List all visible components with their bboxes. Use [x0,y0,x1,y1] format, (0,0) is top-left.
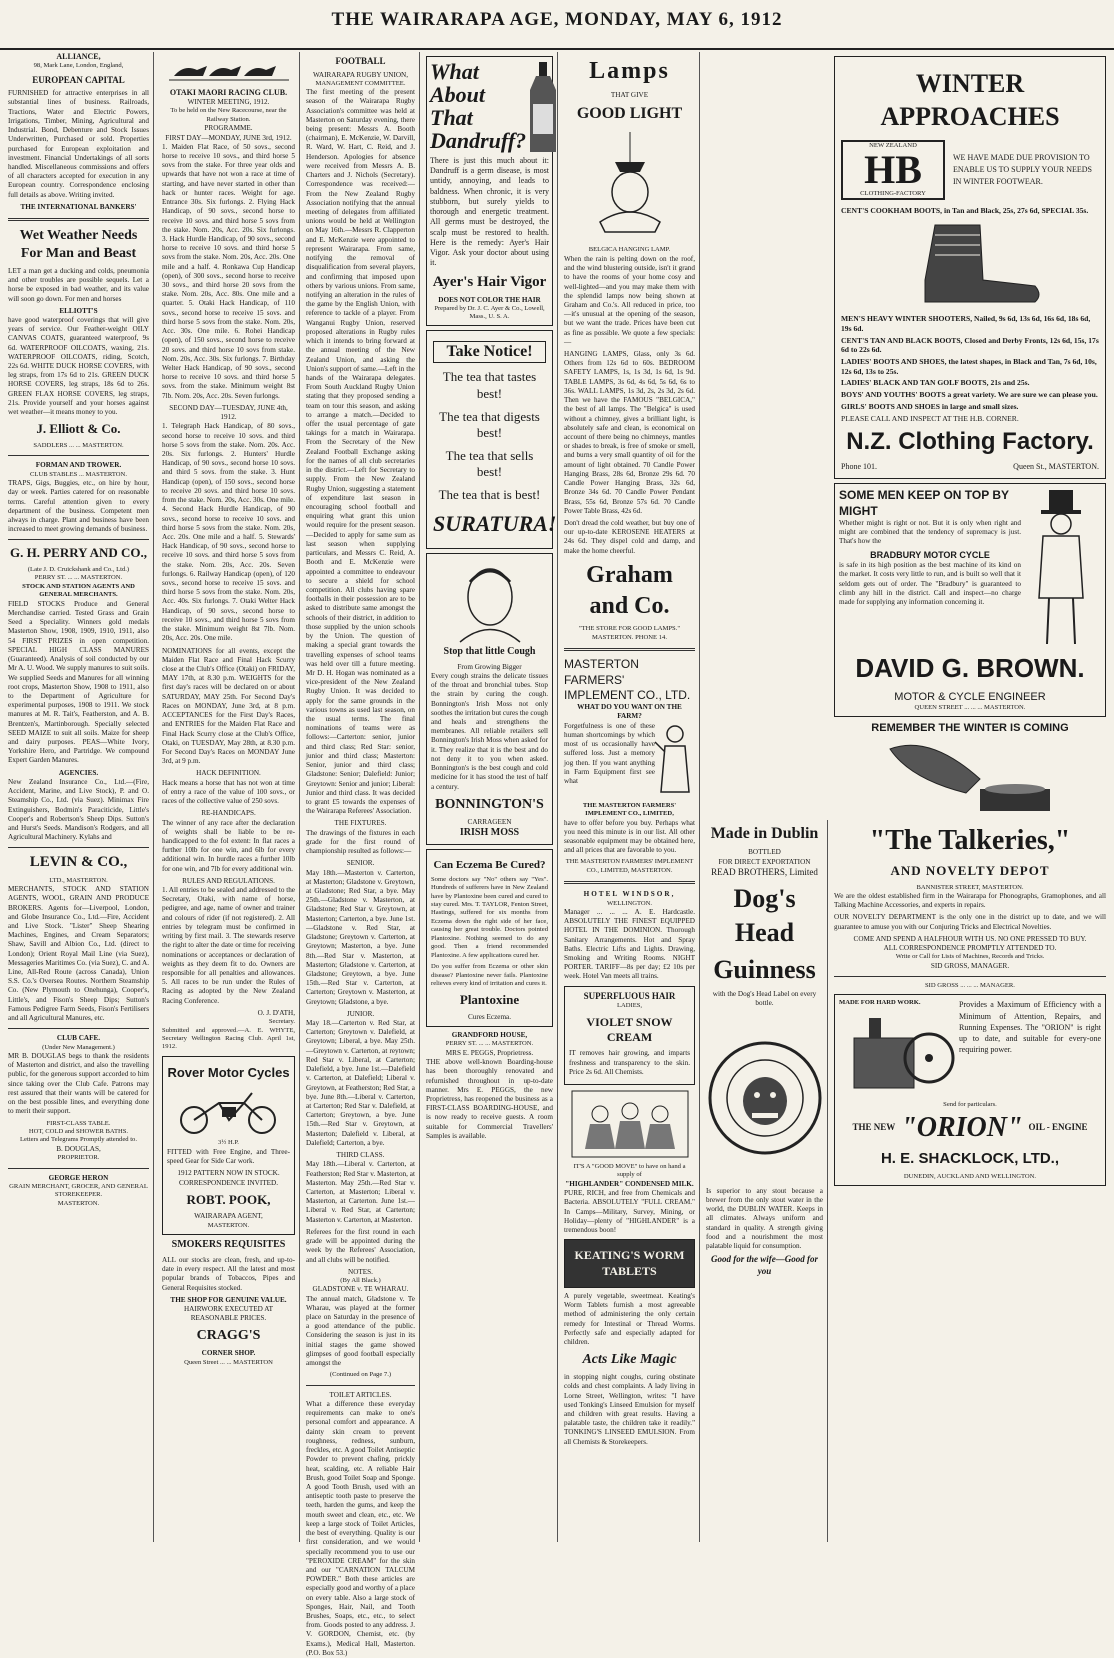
all-correspondence: ALL CORRESPONDENCE PROMPTLY ATTENDED TO. [883,944,1057,953]
lamps-heading: Lamps [589,58,670,84]
lamp-list: HANGING LAMPS, Glass, only 3s 6d. Others from 12s 6d to 60s. BEDROOM SAFETY LAMPS, 1s, 1s 3d, 1s 6d, 1s 9d. TABLE LAMPS, 3s 6d, 4s 6d, 5s 6d, 6s to 36s. WALL LAMPS, 1s 3d, 2s, 2s 3d, 2s 6d. Then we have the FAMOUS "BELGICA," the best of all lamps. The "Belgica" is used without a chimney, gives a brilliant light, is absolutely safe and clean, is economical on account of there being no chimneys, mantles or shades to break, is free of smoke or smell, and burns a very small quantity of oil for the amount of light obtained. 70 Candle Power Hanging Brass, 28s 6d, Bronze 29s 6d. 70 Candle Power Hanging Brass, 32s 6d, Bronze 34s 6d. 70 Candle Power Pendant Brass, 55s 6d, Bronze 57s 6d. 70 Candle Power Table Brass, 42s 6d. [564,350,695,515]
junior-heading: JUNIOR. [346,1009,375,1018]
ayers-name: Ayer's Hair Vigor [432,273,547,290]
elliotts-heading: ELLIOTT'S [59,306,98,315]
highlander-name: "HIGHLANDER" CONDENSED MILK. [565,1179,694,1188]
tea-line-2: The tea that digests best! [439,408,540,441]
talkeries-name: "The Talkeries," [869,825,1071,857]
boots-line-4: LADIES' BOOTS AND SHOES, the latest shapes, in Black and Tan, 7s 6d, 10s, 12s 6d, 13s to 25s. [841,357,1097,376]
pegg-name: MRS E. PEGGS, Proprietress. [445,1048,534,1057]
wet-weather-heading: Wet Weather Needs For Man and Beast [19,228,138,261]
cough-body: Every cough strains the delicate tissues of the throat and bronchial tubes. Stop the strain by curing the cough. Bonnington's Irish Moss not only soothes the irritation but cures the cough and heals and strengthens the membranes. All reliable retailers sell Bonnington's Irish Moss when asked for it. They realize that it is the best and do not deny it to you when asked. Bonnington's is the best cough and cold medicine for it has stood the test of half a century. [431,671,548,791]
douglas-name: B. DOUGLAS, [56,1144,101,1153]
highlander-body: PURE, RICH, and free from Chemicals and Bacteria. ABSOLUTELY "FULL CREAM." In Camps—Military, Survey, Mining, or Holiday—plenty of "HIGHLANDER" is a tremendous boon! [564,1189,695,1234]
column-3 [302,52,420,1657]
hanging-lamp-icon [585,132,675,242]
column-6 [702,820,828,1542]
made-for-hard-work: MADE FOR HARD WORK. [839,999,921,1007]
toilet-body: What a difference these everyday requirements can make to one's personal comfort and appearance. A dainty skin cream to prevent roughness, redness, sunburn, freckles, etc. A good Toilet Antiseptic Powder to prevent chafing, prickly heat, scalding, etc. A reliable Hair Brush, good Toilet Soap and Sponge. A good Tooth Brush, used with an antiseptic tooth paste to preserve the teeth, harden the gums, and keep the mouth sweet and clean, etc., etc. We keep a large stock of Toilet Articles, the best of everything. Quality is our first consideration, and we would specially recommend you to use our "PEROXIDE CREAM" for the skin and our "CARNATION TALCUM POWDER." Both these articles are especially good and worthy of a place on every table. Also a large stock of Sponges, Hair, Nail, and Tooth Brushes, Soaps, etc., etc., to select from. Goods posted to any address. J. V. GORDON, Chemist, etc. (by Exams.), Medical Hall, Masterton. (P.O. Box 53.) [306,1400,415,1657]
acts-like-magic: Acts Like Magic [582,1352,677,1368]
alliance-address: 98, Mark Lane, London, England, [33,62,124,70]
send-particulars: Send for particulars. [943,1101,997,1109]
european-capital-heading: EUROPEAN CAPITAL [32,74,125,85]
good-for-wife: Good for the wife—Good for you [711,1254,818,1276]
hack-definition-body: Hack means a horse that has not won at time of entry a race of the value of 100 sovs., or races of the collective value of 250 sovs. [162,778,295,806]
perry-subtitle: (Late J. D. Cruickshank and Co., Ltd.) [27,566,130,573]
wairarapa-agent: WAIRARAPA AGENT, [194,1212,263,1221]
superfluous-ladies: LADIES, [616,1002,643,1010]
orion-body: Provides a Maximum of Efficiency with a Minimum of Attention, Repairs, and Running Expenses. The "ORION" is right up to date, and suitable for every-one requiring power. [959,1000,1101,1055]
gladstone-heading: GLADSTONE v. TE WHARAU. [312,1285,409,1294]
craggs-address: Queen Street ... ... MASTERTON [184,1358,273,1366]
masthead: THE WAIRARAPA AGE, MONDAY, MAY 6, 1912 [0,0,1114,50]
bottled: BOTTLED [748,848,781,857]
pook-name: ROBT. POOK, [186,1191,271,1207]
carrageen: CARRAGEEN [467,817,512,826]
gramophone-icon [870,739,1070,819]
farmers-body: Forgetfulness is one of these human shortcomings by which most of us occasionally have suffered loss. Just a memory jog then. If you want anything in Farm Equipment first see what [564,721,655,785]
kerosene-heaters: Don't dread the cold weather, but buy one of our up-to-date KEROSENE HEATERS at 24s 6d. They dispel cold and damp, and make the home cheerful. [564,518,695,555]
winter-body: WE HAVE MADE DUE PROVISION TO ENABLE US TO SUPPLY YOUR NEEDS IN WINTER FOOTWEAR. [953,152,1092,186]
column-5 [560,52,700,1542]
tea-line-3: The tea that sells best! [445,447,534,480]
referees: Referees for the first round in each grade will be appointed during the week by the Referees' Association, and all clubs will be notified. [306,1227,415,1264]
grandford-heading: GRANDFORD HOUSE, [451,1031,528,1040]
lamps-body: When the rain is pelting down on the roof, and the wind blustering outside, isn't it grand to have the rooms of your home cosy and well-lighted—and you may make them with the splendid lamps now being shown at Graham and Co.'s. All reduced in price, too—it's unusual at the opening of the season, but we want the trade. Prices have been cut as fine as possible. We quote a few specials:— [564,254,695,346]
label-note: with the Dog's Head Label on every bottle. [712,990,817,1008]
boot-icon [895,220,1045,310]
shacklock-cities: DUNEDIN, AUCKLAND AND WELLINGTON. [903,1172,1037,1180]
hb-logo: NEW ZEALAND HB CLOTHING-FACTORY [841,140,945,201]
second-day-heading: SECOND DAY—TUESDAY, JUNE 4th, 1912. [169,403,288,422]
bottle-icon [526,60,560,156]
windsor-body: Manager ... ... ... A. E. Hardcastle. ABSOLUTELY THE FINEST EQUIPPED HOTEL IN THE DOMINION. Thorough Sanitary Arrangements. Hot and Spray Baths. Electric Lifts and Lights. Drawing, Smoking and Writing Rooms. NIGHT PORTER. TARIFF—8s per day; £2 10s per week. Hotel Van meets all trains. [564,907,695,981]
farmers-signature: THE MASTERTON FARMERS' IMPLEMENT CO., LIMITED, MASTERTON. [565,858,694,874]
sid-gross-2: SID GROSS ... ... ... MANAGER. [925,981,1015,989]
made-in-dublin: Made in Dublin [710,825,819,842]
levin-subtitle: LTD., MASTERTON. [49,876,108,884]
column-2 [158,52,300,1542]
take-notice-heading: Take Notice! [433,341,546,363]
wet-weather-body: LET a man get a ducking and colds, pneumonia and other troubles are possible sequels. Let a horse be exposed in bad weather, and its value will soon go down. For men and horses [8,266,149,303]
violet-snow-cream: VIOLET SNOW CREAM [586,1014,673,1045]
boots-line-2: MEN'S HEAVY WINTER SHOOTERS, Nailed, 9s 6d, 13s 6d, 16s 6d, 18s 6d, 19s 6d. [841,314,1091,333]
keatings-body: A purely vegetable, sweetmeat. Keating's Worm Tablets furnish a most agreeable method of administering the only certain remedy for Intestinal or Thread Worms. Perfectly safe and especially adapted for children. [564,1291,695,1347]
pattern-line: 1912 PATTERN NOW IN STOCK. [177,1169,280,1178]
rover-hp: 3½ H.P. [218,1139,239,1147]
read-brothers: READ BROTHERS, Limited [711,866,818,877]
column-1 [4,52,154,1542]
dogs-head-seal-icon [706,1013,824,1183]
race-horses-icon [169,56,289,84]
first-class-table: FIRST-CLASS TABLE. [46,1119,111,1127]
superfluous-heading: SUPERFLUOUS HAIR [583,990,676,1001]
perry-heading: G. H. PERRY AND CO., [9,545,147,561]
held-on: To be held on the New Racecourse, near the Railway Station. [170,107,287,123]
david-brown-address: QUEEN STREET ... ... ... MASTERTON. [914,703,1026,711]
first-day-body: 1. Maiden Flat Race, of 50 sovs., second horse to receive 10 sovs., and third horse 5 sovs from the stake. For three year olds and upwards that have not won a race at time of starting, and have never started in other than hack or hunter races. Weight for age. Entrance 30s. Six furlongs. 2. Flying Hack Handicap, of 90 sovs., second horse to receive 10 sovs. and third horse 5 sovs from the stake. Nom. 20s, Acc. 20s. Six furlongs. 3. Hack Hurdle Handicap, of 90 sovs., second horse to receive 10 sovs. and third horse 5 sovs from the stake. Nom. 20s, Acc. 20s. One mile and a half. 4. Ronkawa Cup Handicap (open), of 300 sovs., second horse to receive 30 sovs., and third horse 20 sovs from the stake. Nom. 20s, Acc. 80s. One mile and a quarter. 5. Otaki Hack Handicap, of 110 sovs., second horse to receive 15 sovs. and third horse 5 sovs from the stake. Nom. 20s, Acc. 30s. One mile. 6. Rohei Handicap (open), of 150 sovs., second horse to receive 20 sovs. and third horse 10 sovs from stake. Nom. 20s, Acc. 30s. Six furlongs. 7. Birthday Welter Hack Handicap, of 90 sovs., second horse to receive 10 sovs. and third horse 5 sovs. from the stake. Minimum weight 8st 7lb. Nom. 20s, Acc. 20s. Seven furlongs. [162,142,295,400]
rehandicaps-body: The winner of any race after the declaration of weights shall be liable to be re-handicapped to the fol extent: In flat races a further 10lb for one win, and 6lb for every additional win. In hurdle races a further 10lb for one win, and 7lb for every additional win. [162,818,295,873]
dandruff-body: There is just this much about it: Dandruff is a germ disease, is most untidy, annoying, and leads to baldness. When chronic, it is very stubborn, but surely yields to thorough and energetic treatment. All germs must be destroyed, the scalp must be restored to health. Here is the remedy: Ayer's Hair Vigor. Ask your doctor about using it. [430,156,549,268]
novelty-depot: AND NOVELTY DEPOT [890,862,1050,878]
winter-meeting: WINTER MEETING, 1912. [187,98,270,107]
inspect-line: PLEASE CALL AND INSPECT AT THE H.B. CORNER. [841,413,1019,423]
first-day-heading: FIRST DAY—MONDAY, JUNE 3rd, 1912. [165,133,292,142]
letters: Letters and Telegrams Promptly attended to. [20,1136,137,1144]
elliott-co-name: J. Elliott & Co. [36,421,121,437]
dath-secretary: Secretary. [268,1018,295,1026]
for-export: FOR DIRECT EXPORTATION [718,857,811,866]
by-all-black: (By All Black.) [340,1276,381,1284]
european-capital-body: FURNISHED for attractive enterprises in all substantial lines of business. Railroads, Tractions, Water and Electric Powers, Irrigations, Timber, Mining, Agricultural and Industrial. Bond, Debenture and Stock Issues Underwritten, Purchased or sold. Properties purchased for European exploitation and investment. Financial Undertakings of all sorts handled. Miscellaneous commissions and offers of all characters accepted for execution in any European country. Correspondence enclosing full details as above. Writing invited. [8,89,149,199]
column-7 [830,52,1110,1542]
international-bankers: THE INTERNATIONAL BANKERS' [20,202,137,211]
prepared-by: Prepared by Dr. J. C. Ayer & Co., Lowell, Mass., U. S. A. [434,304,545,321]
hairwork: HAIRWORK EXECUTED AT REASONABLE PRICES. [183,1304,274,1323]
shacklock-name: H. E. SHACKLOCK, LTD., [880,1150,1060,1168]
toilet-heading: TOILET ARTICLES. [329,1390,392,1399]
shop-genuine: THE SHOP FOR GENUINE VALUE. [170,1295,287,1304]
third-class-body: May 18th.—Liberal v. Carterton, at Featherston; Red Star v. Masterton, at Masterton. May 25th.—Red Star v. Carterton, at Masterton; Liberal v. Masterton, at Carterton. June 1st.—Liberal v. Red Star, at Carterton; Masterton v. Carterton, at Masterton. [306,1160,415,1224]
football-body: The first meeting of the present season of the Wairarapa Rugby Association's committee was held at Masterton on Saturday evening, there being present: Messrs A. Booth (chairman), E. McKenzie, W. Darvill, R. Ward, W. Hart, C. Reid, and J. Henderson. Apologies for absence were received from Messrs A. B. Charters and J. Nichols (Secretary). Correspondence was received:—From the New Zealand Rugby Association notifying that the annual meeting of delegates from affiliated unions would be held at Wellington on May 16th.—Messrs R. Clapperton and E. McKenzie were appointed to represent Wairarapa. From same, notifying the removal of disqualification from several players, and confirming that imposed upon others by various unions. From same, notifying an alteration in the rules of the game by the English Union, with reference to tackle of a player. From Wanganui Rugby Union, reserved proposed alterations in Rugby rules which it intends to bring forward at the annual meeting of the New Zealand Union, and asking the Union's support of same.—Left in the hands of the Wairarapa delegates. From South Auckland Rugby Union stating that they proposed sending a team on tour this season, and asking to arrange a match.—Decided to offer the usual percentage of gate takings for a match in Wairarapa. From the Secretary of the New Zealand Football Exchange asking for the names of all club secretaries in the district.—Left for Secretary to supply. From the New Zealand Rugby Union, suggesting a statement of expenditure last season in encouraging school football and enquiring what grant this union would require for the present season.—Decided to apply for same sum as last season when supplying particulars, and Messrs C. Reid, A. Booth and E. McKenzie were appointed a committee to endeavour to secure a shield for school competition. All clubs having spare footballs in their possession are to be asked to distribute same amongst the schools of their district, in addition to those supplied by the union schools by the Union. The question of making a special grant towards the travelling expenses of school teams was held over till a future meeting. Mr D. H. Hogan was nominated as a vice-president of the New Zealand Rugby Union. It was decided to apply for the same grounds in the various towns as used last season, on the usual terms. The final nominations of teams were as follows:—Carterton: senior, junior and third class; Red Star: senior, junior and third class; Masterton: Senior, junior and third class; Gladstone: Senior; Dalefield: Junior; Greytown: Senior and junior; Liberal: Junior and third class. It was decided to grant £5 towards the expenses of the Wairarapa Referees' Association. [306,88,415,816]
keatings-name: KEATING'S WORM TABLETS [574,1248,685,1278]
write-or-call: Write or Call for Lists of Machines, Records and Tricks. [895,953,1045,961]
farmers-body-2: have to offer before you buy. Perhaps what you need this minute is in our list. All other seasonable equipment may be obtained here, and all prices that are favorable to you. [564,818,695,855]
grandford-body: THE above well-known Boarding-house has been thoroughly renovated and refurnished throughout in up-to-date manner. Mrs E. PEGGS, the new Proprietress, has reopened the business as a FIRST-CLASS BOARDING-HOUSE, and is now ready to receive guests. A room suitable for Commercial Travellers' Samples is available. [426,1058,553,1140]
forman-body: TRAPS, Gigs, Buggies, etc., on hire by hour, day or week. Parties catered for on reasonable terms. Careful attention given to every department of the business. Competent men always in charge. Plant and business have been increased to meet growing demands of business. [8,479,149,534]
craggs-name: CRAGG'S [196,1328,261,1344]
saddlers-line: SADDLERS ... ... MASTERTON. [33,441,124,449]
does-not-color: DOES NOT COLOR THE HAIR [438,295,541,304]
boots-line-3: CENT'S TAN AND BLACK BOOTS, Closed and Derby Fronts, 12s 6d, 15s, 17s 6d to 22s 6d. [841,335,1099,355]
boots-line-6: BOYS' AND YOUTHS' BOOTS a great variety. We are sure we can please you. [841,390,1098,400]
senior-heading: SENIOR. [346,859,375,868]
boots-line-1: CENT'S COOKHAM BOOTS, in Tan and Black, 25s, 27s 6d, SPECIAL 35s. [841,206,1089,216]
baths: HOT, COLD and SHOWER BATHS. [28,1127,129,1135]
pook-masterton: MASTERTON. [207,1221,250,1229]
windsor-heading: HOTEL WINDSOR, [583,890,676,899]
third-class-heading: THIRD CLASS. [336,1151,385,1160]
lamp-caption: BELGICA HANGING LAMP. [588,246,671,254]
plantoxine-name: Plantoxine [459,992,520,1008]
dogs-head: Dog's Head [733,884,796,947]
eczema-body: Some doctors say "No" others say "Yes". Hundreds of sufferers have in New Zealand have by Plantoxine been cured and cured to stay cured. Mrs. T. TAYLOR, Fenton Street, Hastings, suffered for six months from Eczema down the right side of her face, causing her great trouble. Doctors pointed Plantoxine. Nothing seemed to do any good. Then a friend recommended Plantoxine. A few applications cured her. [431,875,548,959]
family-scene-icon [570,1089,690,1159]
correspondence-line: CORRESPONDENCE INVITED. [178,1178,279,1187]
agencies-heading: AGENCIES. [58,768,99,777]
the-new: THE NEW [852,1121,896,1132]
perry-body: FIELD STOCKS Produce and General Merchandise carried. Tested Grass and Grain Seed a Speciality. Winners gold medals Masterton Show, 1908, 1909, 1910, 1911, also 54 FIRST PRIZES in open competition. SPECIAL HIGH CLASS MANURES (Guaranteed). Analysis of soil conducted by our Mr A. U. Wood. We supply manures to suit soils. We supplied Seeds and Manures for all winning root crops, Masterton Show, 1908 to 1911, also to the Department of Agriculture for experimental purposes, 1908 to 1911. We stock manures at M. R. Tait's, Featherston, and A. B. Brentzen's, Martinborough. Specially selected SEED MAIZE to suit all soils. Maize for sheep and dairy purposes. PEAS—White Ivory, Yorkshire Hero, and Partridge. We compound Expert Garden Manures. [8,599,149,765]
perry-street: PERRY ST. ... ... MASTERTON. [34,574,123,582]
novelty-department: OUR NOVELTY DEPARTMENT is the only one in the district up to date, and we will guarantee to amuse you with our Conjuring Tricks and Electrical Novelties. [834,913,1106,931]
stock-agents: STOCK AND STATION AGENTS AND GENERAL MERCHANTS. [22,582,135,599]
club-cafe-heading: CLUB CAFE. [56,1034,101,1043]
dath-name: O. J. D'ATH, [257,1008,295,1017]
graham-name: Graham and Co. [586,561,673,619]
what-about-heading: What About That Dandruff? [430,59,527,154]
tea-line-1: The tea that tastes best! [442,369,537,401]
winter-approaches: WINTER APPROACHES [880,69,1060,132]
nz-clothing-factory: N.Z. Clothing Factory. [846,428,1094,456]
talkeries-body: We are the oldest established firm in the Wairarapa for Phonographs, Gramophones, and all Talking Machine Accessories, and experts in repairs. [834,892,1106,910]
some-men-heading: SOME MEN KEEP ON TOP BY MIGHT [839,488,1009,518]
submitted: Submitted and approved.—A. E. WHYTE, Secretary Wellington Racing Club. April 1st, 1912. [162,1026,295,1051]
smokers-body: ALL our stocks are clean, fresh, and up-to-date in every respect. All the latest and most popular brands of Tobaccos, Pipes and General Requisites stocked. [162,1255,295,1292]
might-body: Whether might is right or not. But it is only when right and might are combined that the tendency of supremacy is just. That's how the [839,518,1021,546]
store-good-lamps: "THE STORE FOR GOOD LAMPS." MASTERTON. PHONE 14. [578,625,681,641]
grandford-street: PERRY ST. ... ... MASTERTON. [445,1040,534,1048]
nominations: NOMINATIONS for all events, except the Maiden Flat Race and Final Hack Scurry close at the Club's Office (Otaki) on FRIDAY, MAY 17th, at 8.30 p.m. WEIGHTS for the first day's races will be declared on or about SATURDAY, MAY 25th. For Second Day's Races on MONDAY, June 3rd, at 8 p.m. ACCEPTANCES for the First Day's Races, and ENTRIES for the Maiden Flat Race and Final Hack Scurry close at the Club's Office, Otaki, on TUESDAY, May 28th, at 8.30 p.m. For Second Day's Races on MONDAY June 3rd, at 9 p.m. [162,646,295,766]
heron-heading: GEORGE HERON [48,1173,109,1182]
management-committee: MANAGEMENT COMMITTEE. [315,79,406,87]
windsor-city: WELLINGTON. [606,899,653,907]
bradbury-name: BRADBURY MOTOR CYCLE [870,549,990,560]
rover-heading: Rover Motor Cycles [167,1064,290,1080]
rules-body: 1. All entries to be sealed and addressed to the Secretary, Otaki, with name of horse, pedigree, and age, name of owner and trainer and colours of rider (if not registered). 2. All entries by telegram must be confirmed in writing by first mail. 3. The stewards reserve the right to alter the date or time for receiving nominations or acceptances or declaration of weights as they deem fit to do. Owners are responsible for all penalties and allowances. 5. All races to be run under the Rules of Racing as adopted by the New Zealand Racing Conference. [162,886,295,1005]
eczema-note: Do you suffer from Eczema or other skin disease? Plantoxine never fails. Plantoxine relieves every kind of irritation and cures it. [431,963,548,987]
want-on-farm: WHAT DO YOU WANT ON THE FARM? [577,703,682,721]
orion-name: "ORION" [901,1111,1023,1143]
junior-body: May 18.—Carterton v. Red Star, at Carterton; Greytown v. Dalefield, at Greytown; Liberal, a bye. May 25th.—Greytown v. Carterton, at reytown; Red Star v. Liberal, at Carterton; Dalefield, a bye. June 1st.—Dalefield v. Carterton, at Dalefield; Liberal v. Greytown, at Featherston; Red Star, a bye. June 8th.—Liberal v. Carterton, at Carterton; Red Star v. Dalefield, at Carterton; Greytown, a bye. June 15th.—Red Star v. Greytown, at Masterton; Dalefield v. Liberal, at Dalefield; Carterton, a bye. [306,1019,415,1147]
good-light: GOOD LIGHT [576,104,683,122]
rover-body: FITTED with Free Engine, and Three-speed Gear for Side Car work. [167,1147,290,1166]
growing-bigger: From Growing Bigger [457,662,522,671]
bonningtons-name: BONNINGTON'S [435,796,544,812]
club-stables: CLUB STABLES ... MASTERTON. [30,470,127,478]
football-heading: FOOTBALL [335,56,386,66]
irish-moss: IRISH MOSS [459,826,520,838]
magic-body: in stopping night coughs, curing obstinate colds and chest complaints. A lady living in Lorne Street, Wellington, writes: "I have used Tonking's Linseed Emulsion for myself and children with great results. Having a palatable taste, the children take it readily." TONKING'S LINSEED EMULSION. From all Chemists & Storekeepers. [564,1373,695,1446]
otaki-title: OTAKI MAORI RACING CLUB. [169,88,288,97]
oil-engine-icon [839,1008,957,1098]
eczema-heading: Can Eczema Be Cured? [433,858,546,871]
good-move: IT'S A "GOOD MOVE" to have on hand a supply of [573,1163,686,1179]
agencies-body: New Zealand Insurance Co., Ltd.—(Fire, Accident, Marine, and Live Stock), P. and O. Steamship Co., Ltd. (via Suez). Minimax Fire Extinguishers, Bodmin's Paraciticide, Little's Cooper's and Robertson's Sheep Dips. Sutton's and Hurst's Seeds. Mandison's Rodgers, and all Agricultural Machinery. Kylahs and [8,777,149,842]
remember-winter: REMEMBER THE WINTER IS COMING [871,722,1069,735]
rules-heading: RULES AND REGULATIONS. [182,876,275,885]
second-day-body: 1. Telegraph Hack Handicap, of 80 sovs., second horse to receive 10 sovs. and third horse 5 sovs from the stake. Nom. 20s. Acc. 20s. Six furlongs. 2. Hunters' Hurdle Handicap, of 90 sovs., second horse 10 sovs. and third 5 sovs. from the stake. 3. Hunt Handicap (open), of 150 sovs., second horse to receive 20 sovs. and third horse 10 sovs. from the stake. Nom. 20s, Acc. 30s. One mile. 4. Second Hack Hurdle Handicap, of 90 sovs., second horse to receive 10 sovs. and third horse 5 sovs from the stake. Nom. 20s, Acc. 20s. One mile and a half. 5. Stewards' Hack Handicap, of 90 sovs., second horse to receive 10 sovs. and third horse 5 sovs from the stake. Nom. 20s, Acc. 20s. Seven furlongs. 6. Railway Handicap (open), of 120 sovs., second horse to receive 15 sovs. and third horse 5 sovs from the stake. Nom. 20s, Acc. 40s. Six furlongs. 7. Otaki Welter Hack Handicap, of 90 sovs., second horse to receive 10 sovs., and third horse 5 sovs from the stake. Minimum weight 8st 7lb. Nom. 20s, Acc. 20s. One mile. [162,422,295,643]
notes-heading: NOTES. [348,1267,373,1276]
guinness-body: Is superior to any stout because a brewer from the only stout water in the world, the DUBLIN WATER. Keeps in all climates. Always uniform and standard in quality. A strength giving food and a nourishment the most palatable liquid for consumption. [706,1186,823,1250]
fixtures-intro: The drawings of the fixtures in each grade for the first round of championship resulted as follows:— [306,828,415,856]
heron-body: GRAIN MERCHANT, GROCER, AND GENERAL STOREKEEPER. [9,1182,148,1199]
smokers-heading: SMOKERS REQUISITES [171,1239,286,1251]
column-4 [422,52,558,1542]
farmers-name: THE MASTERTON FARMERS' IMPLEMENT CO., LIMITED, [582,801,677,818]
fixtures-heading: THE FIXTURES. [334,819,387,828]
halfhour: COME AND SPEND A HALFHOUR WITH US. NO ONE PRESSED TO BUY. [853,934,1087,943]
boots-line-5: LADIES' BLACK AND TAN GOLF BOOTS, 21s and 25s. [841,378,1030,388]
douglas-proprietor: PROPRIETOR. [57,1154,100,1162]
stop-cough: Stop that little Cough [443,645,536,657]
suratura-name: SURATURA! [433,510,557,536]
farmers-heading: MASTERTON FARMERS' IMPLEMENT CO., LTD. [564,657,691,702]
gladstone-body: The annual match, Gladstone v. Te Wharau, was played at the former place on Saturday in the presence of a good attendance of the public. Considering the season is just in its initial stages the game showed glimpses of good football especially amongst the [306,1294,415,1368]
elliotts-body: have good waterproof coverings that will give years of service. Our Feather-weight OILY CANVAS COATS, guaranteed waterproof, 9s 6d. WATERPROOF OILCOATS, waxing, 21s. WATERPROOF OILCOATS, riding, Scotch, 22s 6d. WHITE DUCK HORSE COVERS, with leg straps, from 17s 6d to 21s. GREEN DUCK HORSE COVERS, leg straps, 18s 6d to 26s. GREEN FLAX HORSE COVERS, leg straps, 21s. Provide yourself and your horses against wet weather—it means money to you. [8,315,149,417]
corner-shop: CORNER SHOP. [201,1349,256,1358]
alliance-title: ALLIANCE, [56,52,101,61]
levin-body: MERCHANTS, STOCK AND STATION AGENTS, WOOL, GRAIN AND PRODUCE BROKERS. Agents for—Liverpool, London, and Globe Insurance Co., Ltd.—Fire, Accident and Live Stock. "Lister" Sheep Shearing Machines, Engines, and Cream Separators; Shaw, Savill and Albion Co., Ltd. (direct to London); Orient Royal Mail Line (via Suez), Messageries Maritimes Co. (via Suez), C. and A. Line, All-Red Route (across Canada), Union S.S. Co.'s Oversea Routes. Northern Steamship Co. (New Plymouth to Onehunga), Cooper's, Little's, and Fison's Sheep Dips; Sutton's Famous Pedigree Farm Seeds, Fison's Fertilisers and all Agricultural Manures, etc. [8,885,149,1023]
oil-engine: OIL - ENGINE [1028,1121,1088,1132]
boots-line-7: GIRLS' BOOTS AND SHOES in large and small sizes. [841,401,1019,411]
club-cafe-subtitle: (Under New Management.) [42,1043,115,1051]
clothing-address: Queen St., MASTERTON. [1013,462,1099,472]
top-hat-man-icon [1021,488,1101,648]
bradbury-body: is safe in its high position as the best machine of its kind on the market. It costs very little to run, and is built so well that it seldom gets out of order. The "Bradbury" is guaranteed to climb any hill in the district. Call and inspect—no charge made for supplying any information concerning it. [839,561,1021,607]
violet-body: IT removes hair growing, and imparts freshness and transparency to the skin. Price 2s 6d. All Chemists. [569,1049,690,1076]
bannister-street: BANNISTER STREET, MASTERTON. [916,883,1024,891]
david-brown-name: DAVID G. BROWN. [855,653,1085,684]
heron-place: MASTERTON. [57,1199,100,1207]
club-cafe-body: MR B. DOUGLAS begs to thank the residents of Masterton and district, and also the travelling public, for the generous support accorded to him since taking over the Club Cafe. Patrons may rest assured that their wants will be catered for on the best possible lines, and everything done to merit their support. [8,1052,149,1116]
hack-definition-heading: HACK DEFINITION. [196,769,261,778]
phone-number: Phone 101. [841,462,877,472]
man-portrait-icon [435,562,545,642]
continued: (Continued on Page 7.) [329,1371,392,1379]
rugby-union: WAIRARAPA RUGBY UNION, [312,70,409,79]
motor-engineer: MOTOR & CYCLE ENGINEER [894,690,1046,703]
sid-gross: SID GROSS, MANAGER. [930,961,1010,970]
rehandicaps-heading: RE-HANDICAPS. [201,809,256,818]
programme-heading: PROGRAMME. [204,124,253,133]
tea-line-4: The tea that is best! [438,487,541,503]
that-give: THAT GIVE [610,90,649,99]
motorcycle-icon [174,1085,284,1135]
levin-heading: LEVIN & CO., [29,854,128,871]
pointing-man-icon [655,722,695,802]
cures-eczema: Cures Eczema. [467,1013,512,1022]
senior-body: May 18th.—Masterton v. Carterton, at Masterton; Gladstone v. Greytown, at Gladstone; Red Star, a bye. May 25th.—Gladstone v. Masterton, at Gladstone; Red Star v. Greytown, at Masterton; Carterton, a bye. June 1st.—Gladstone v. Red Star, at Gladstone; Greytown v. Carterton, at Greytown; Masterton, a bye. June 8th.—Red Star v. Masterton, at Masterton; Gladstone v. Carterton, at Gladstone; Greytown, a bye. June 15th.—Red Star v. Carterton, at Carterton; Greytown v. Masterton, at Greytown; Gladstone, a bye. [306,868,415,1006]
forman-heading: FORMAN AND TROWER. [35,461,122,470]
guinness: Guinness [713,954,816,984]
